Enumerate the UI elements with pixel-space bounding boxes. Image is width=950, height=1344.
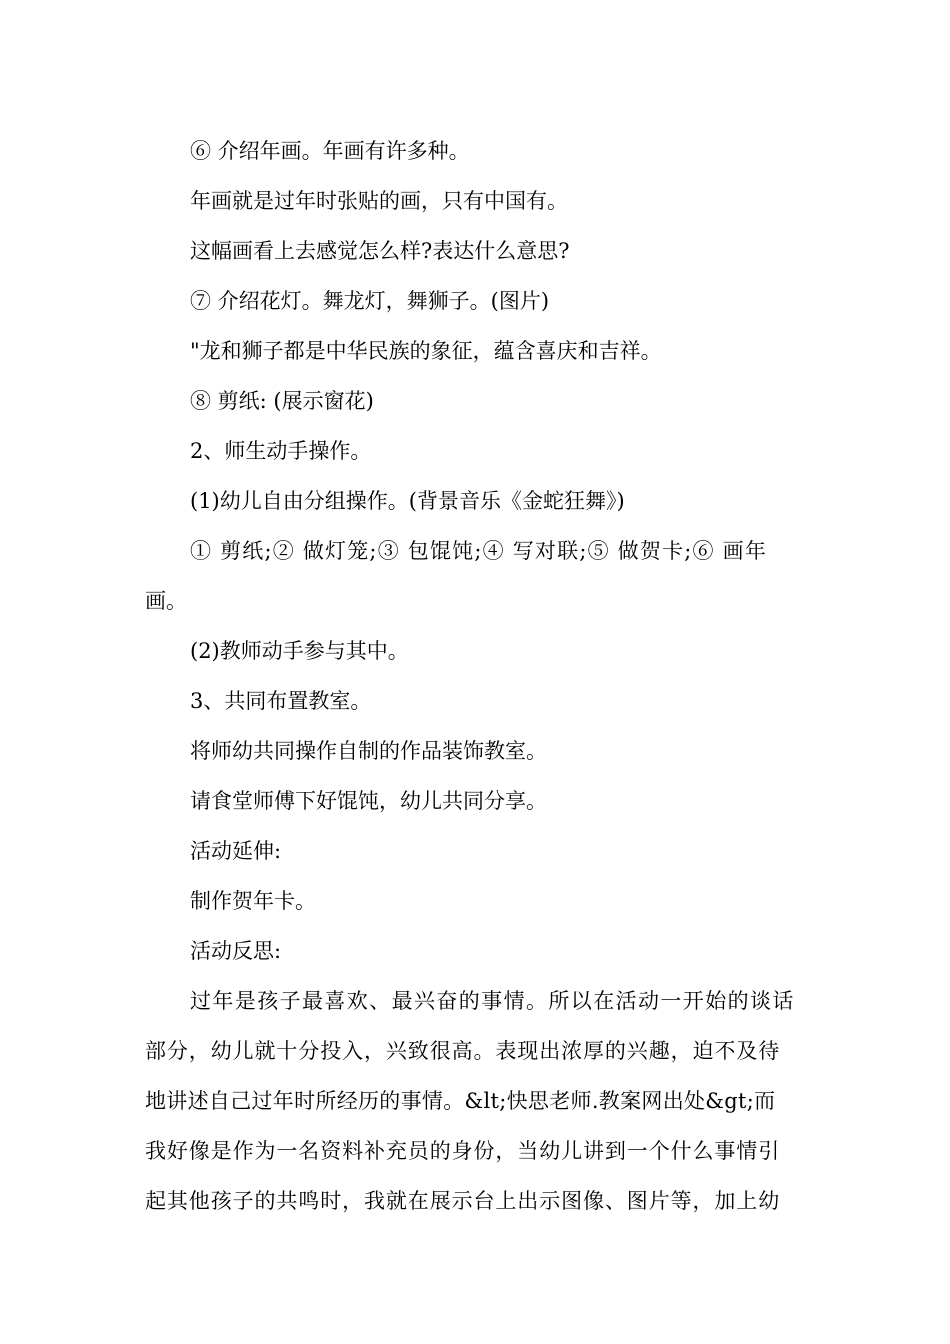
text-line: 过年是孩子最喜欢、最兴奋的事情。所以在活动一开始的谈话	[190, 989, 795, 1013]
section-heading: 3、共同布置教室。	[190, 689, 372, 713]
text-line: ① 剪纸;② 做灯笼;③ 包馄饨;④ 写对联;⑤ 做贺卡;⑥ 画年	[190, 539, 768, 563]
section-heading: 活动反思:	[190, 939, 282, 963]
text-line: 请食堂师傅下好馄饨，幼儿共同分享。	[190, 789, 547, 813]
text-line: 年画就是过年时张贴的画，只有中国有。	[190, 189, 568, 213]
justified-line	[190, 537, 805, 565]
text-line: (2)教师动手参与其中。	[190, 639, 409, 663]
text-line: ⑥ 介绍年画。年画有许多种。	[190, 139, 470, 163]
text-line: ⑦ 介绍花灯。舞龙灯，舞狮子。(图片)	[190, 289, 550, 313]
text-line: 将师幼共同操作自制的作品装饰教室。	[190, 739, 547, 763]
text-line: 部分，幼儿就十分投入，兴致很高。表现出浓厚的兴趣，迫不及待	[145, 1039, 781, 1063]
text-line: "龙和狮子都是中华民族的象征，蕴含喜庆和吉祥。	[190, 339, 662, 363]
text-line: 这幅画看上去感觉怎么样?表达什么意思?	[190, 239, 570, 263]
section-heading: 活动延伸:	[190, 839, 282, 863]
section-heading: 2、师生动手操作。	[190, 439, 372, 463]
text-line: 我好像是作为一名资料补充员的身份，当幼儿讲到一个什么事情引	[145, 1139, 781, 1163]
text-line: ⑧ 剪纸: (展示窗花)	[190, 389, 374, 413]
text-line: 画。	[145, 589, 187, 613]
text-line: 地讲述自己过年时所经历的事情。&lt;快思老师.教案网出处&gt;而	[145, 1089, 776, 1113]
text-line: 起其他孩子的共鸣时，我就在展示台上出示图像、图片等，加上幼	[145, 1189, 781, 1213]
text-line: 制作贺年卡。	[190, 889, 316, 913]
text-line: (1)幼儿自由分组操作。(背景音乐《金蛇狂舞》)	[190, 489, 625, 513]
